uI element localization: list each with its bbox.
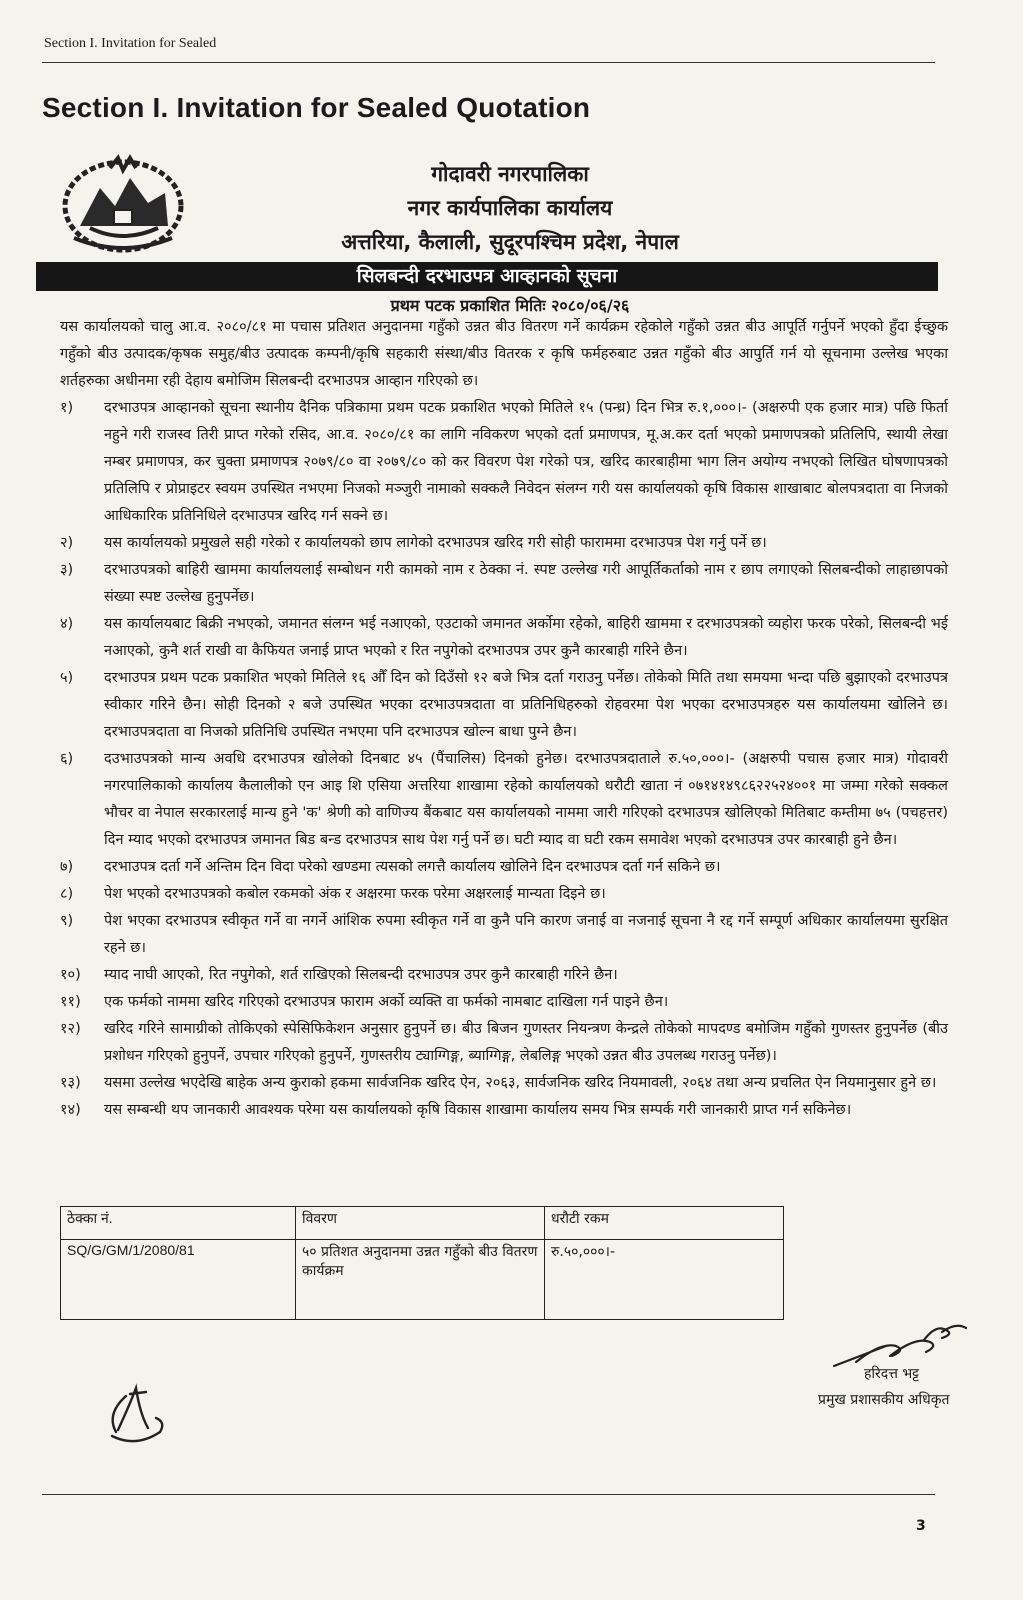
signer-title: प्रमुख प्रशासकीय अधिकृत: [818, 1392, 950, 1408]
table-cell-deposit: रु.५०,०००।-: [545, 1240, 784, 1320]
list-item-number: ५): [60, 670, 74, 686]
list-item-number: ६): [60, 751, 74, 767]
list-item-number: ९): [60, 913, 74, 929]
list-item-number: १०): [60, 967, 81, 983]
list-item-text: यस कार्यालयबाट बिक्री नभएको, जमानत संलग्न भई नआएको, एउटाको जमानत अर्कोमा रहेको, बाहिरी खाममा र दरभाउपत्रको व्यहोरा फरक परेको, सिलबन्दी भई नआएको, कुनै शर्त राखी वा कैफियत जनाई प्राप्त भएको र रित नपुगेको दरभाउपत्र उपर कुनै कारबाही गरिने छैन।: [104, 616, 948, 659]
list-item: [60, 395, 948, 530]
running-header: Section I. Invitation for Sealed: [44, 36, 217, 51]
list-item-number: १३): [60, 1075, 81, 1091]
nepal-emblem-icon: [60, 148, 186, 256]
notice-banner-title: सिलबन्दी दरभाउपत्र आव्हानको सूचना: [356, 265, 618, 287]
org-name: गोदावरी नगरपालिका: [431, 162, 589, 186]
table-header-description: विवरण: [296, 1207, 545, 1240]
list-item: [60, 746, 948, 854]
footer-rule: [42, 1494, 935, 1495]
list-item-text: खरिद गरिने सामाग्रीको तोकिएको स्पेसिफिकेशन अनुसार हुनुपर्ने छ। बीउ बिजन गुणस्तर नियन्त्रण केन्द्रले तोकेको मापदण्ड बमोजिम गहुँको गुणस्तर हुनुपर्नेछ (बीउ प्रशोधन गरिएको हुनुपर्ने, उपचार गरिएको हुनुपर्ने, गुणस्तरीय ट्याग्गिङ्ग, ब्याग्गिङ्ग, लेबलिङ्ग भएको उन्नत बीउ उपलब्ध गराउनु पर्नेछ)।: [104, 1021, 948, 1064]
list-item: [60, 1097, 948, 1124]
header-rule: [42, 62, 935, 63]
list-item: [60, 557, 948, 611]
list-item-number: १२): [60, 1021, 81, 1037]
list-item-text: पेश भएको दरभाउपत्रको कबोल रकमको अंक र अक्षरमा फरक परेमा अक्षरलाई मान्यता दिइने छ।: [104, 886, 606, 902]
list-item-number: ३): [60, 562, 74, 578]
list-item-number: ११): [60, 994, 81, 1010]
list-item: [60, 611, 948, 665]
list-item-text: एक फर्मको नाममा खरिद गरिएको दरभाउपत्र फाराम अर्को व्यक्ति वा फर्मको नामबाट दाखिला गर्न पाइने छैन।: [104, 994, 669, 1010]
org-office: नगर कार्यपालिका कार्यालय: [407, 196, 613, 220]
table-header-contract-no: ठेक्का नं.: [61, 1207, 296, 1240]
list-item: [60, 1016, 948, 1070]
list-item-text: यस कार्यालयको प्रमुखले सही गरेको र कार्यालयको छाप लागेको दरभाउपत्र खरिद गरी सोही फाराममा दरभाउपत्र पेश गर्नु पर्ने छ।: [104, 535, 767, 551]
intro-paragraph: यस कार्यालयको चालु आ.व. २०८०/८१ मा पचास प्रतिशत अनुदानमा गहुँको उन्नत बीउ वितरण गर्ने कार्यक्रम रहेकोले गहुँको उन्नत बीउ आपूर्ति गर्नुपर्ने भएको हुँदा ईच्छुक गहुँको बीउ उत्पादक/कृषक समुह/बीउ उत्पादक कम्पनी/कृषि सहकारी संस्था/बीउ वितरक र कृषि फर्महरुबाट उन्नत गहुँको बीउ आपुर्ति गर्न यो सूचनामा उल्लेख भएका शर्तहरुका अधीनमा रही देहाय बमोजिम सिलबन्दी दरभाउपत्र आव्हान गरिएको छ।: [60, 319, 948, 389]
list-item-number: ८): [60, 886, 74, 902]
conditions-list: [60, 395, 948, 1124]
list-item-text: दउभाउपत्रको मान्य अवधि दरभाउपत्र खोलेको दिनबाट ४५ (पैंचालिस) दिनको हुनेछ। दरभाउपत्रदाताले रु.५०,०००।- (अक्षरुपी पचास हजार मात्र) गोदावरी नगरपालिकाको कार्यालय कैलालीको एन आइ शि एसिया अत्तरिया शाखामा रहेको कार्यालयको धरौटी खाता नं ०७१४१४९८६२२५२४००१ मा जम्मा गरेको सक्कल भौचर वा नेपाल सरकारलाई मान्य हुने 'क' श्रेणी को वाणिज्य बैंकबाट यस कार्यालयको नाममा जारी गरिएको दरभाउपत्र खोलिएको मितिबाट कम्तीमा ७५ (पचहत्तर) दिन म्याद भएको दरभाउपत्र जमानत बिड बन्ड दरभाउपत्र साथ पेश गर्नु पर्ने छ। घटी म्याद वा घटी रकम समावेश भएको दरभाउपत्र उपर कारबाही हुने छैन।: [104, 751, 948, 848]
list-item-number: १): [60, 400, 74, 416]
list-item-number: २): [60, 535, 74, 551]
list-item: [60, 962, 948, 989]
table-header-row: [61, 1207, 784, 1240]
list-item-text: पेश भएका दरभाउपत्र स्वीकृत गर्ने वा नगर्ने आंशिक रुपमा स्वीकृत गर्ने वा कुनै पनि कारण जनाई वा नजनाई सूचना नै रद्द गर्ने सम्पूर्ण अधिकार कार्यालयमा सुरक्षित रहने छ।: [104, 913, 948, 956]
list-item: [60, 881, 948, 908]
list-item: [60, 1070, 948, 1097]
list-item-number: ४): [60, 616, 74, 632]
notice-body: [60, 314, 948, 1124]
signer-name: हरिदत्त भट्ट: [864, 1366, 920, 1382]
list-item: [60, 908, 948, 962]
table-cell-contract-no: SQ/G/GM/1/2080/81: [61, 1240, 296, 1320]
table-row: [61, 1240, 784, 1320]
list-item-text: दरभाउपत्र प्रथम पटक प्रकाशित भएको मितिले १६ औँ दिन को दिउँसो १२ बजे भित्र दर्ता गराउनु पर्नेछ। तोकेको मिति तथा समयमा भन्दा पछि बुझाएको दरभाउपत्र स्वीकार गरिने छैन। सोही दिनको २ बजे उपस्थित भएका दरभाउपत्रदाता वा प्रतिनिधिहरुको रोहवरमा पेश भएका दरभाउपत्रहरु यस कार्यालयमा खोलिने छ। दरभाउपत्रदाता वा निजको प्रतिनिधि उपस्थित नभएमा पनि दरभाउपत्र खोल्न बाधा पुग्ने छैन।: [104, 670, 948, 740]
list-item-text: दरभाउपत्र दर्ता गर्ने अन्तिम दिन विदा परेको खण्डमा त्यसको लगत्तै कार्यालय खोलिने दिन दरभाउपत्र दर्ता गर्न सकिने छ।: [104, 859, 721, 875]
table-header-deposit: धरौटी रकम: [545, 1207, 784, 1240]
list-item: [60, 665, 948, 746]
signature-left: [96, 1374, 174, 1452]
list-item-text: म्याद नाघी आएको, रित नपुगेको, शर्त राखिएको सिलबन्दी दरभाउपत्र उपर कुनै कारबाही गरिने छैन।: [104, 967, 618, 983]
list-item-text: दरभाउपत्रको बाहिरी खाममा कार्यालयलाई सम्बोधन गरी कामको नाम र ठेक्का नं. स्पष्ट उल्लेख गरी आपूर्तिकर्ताको नाम र छाप लगाएको सिलबन्दीको लाहाछापको संख्या स्पष्ट उल्लेख हुनुपर्नेछ।: [104, 562, 948, 605]
list-item: [60, 854, 948, 881]
contract-table: [60, 1206, 784, 1320]
list-item-text: यसमा उल्लेख भएदेखि बाहेक अन्य कुराको हकमा सार्वजनिक खरिद ऐन, २०६३, सार्वजनिक खरिद नियमावली, २०६४ तथा अन्य प्रचलित ऐन नियमानुसार हुने छ।: [104, 1075, 937, 1091]
table-cell-description: ५० प्रतिशत अनुदानमा उन्नत गहुँको बीउ वितरण कार्यक्रम: [296, 1240, 545, 1320]
org-address: अत्तरिया, कैलाली, सुदूरपश्चिम प्रदेश, नेपाल: [341, 230, 679, 254]
list-item: [60, 989, 948, 1016]
page-number: 3: [916, 1518, 926, 1534]
list-item-text: यस सम्बन्धी थप जानकारी आवश्यक परेमा यस कार्यालयको कृषि विकास शाखामा कार्यालय समय भित्र सम्पर्क गरी जानकारी प्राप्त गर्न सकिनेछ।: [104, 1102, 852, 1118]
list-item-number: ७): [60, 859, 74, 875]
list-item: [60, 530, 948, 557]
section-title: Section I. Invitation for Sealed Quotation: [42, 92, 591, 123]
publication-date: प्रथम पटक प्रकाशित मितिः २०८०/०६/२६: [390, 296, 630, 315]
list-item-text: दरभाउपत्र आव्हानको सूचना स्थानीय दैनिक पत्रिकामा प्रथम पटक प्रकाशित भएको मितिले १५ (पन्ध्र) दिन भित्र रु.१,०००।- (अक्षरुपी एक हजार मात्र) पछि फिर्ता नहुने गरी राजस्व तिरी प्राप्त गरेको रसिद, आ.व. २०८०/८१ का लागि नविकरण भएको दर्ता प्रमाणपत्र, मू.अ.कर दर्ता भएको प्रमाणपत्रको प्रतिलिपि, स्थायी लेखा नम्बर प्रमाणपत्र, कर चुक्ता प्रमाणपत्र २०७९/८० वा २०७९/८० को कर विवरण पेश गरेको पत्र, खरिद कारबाहीमा भाग लिन अयोग्य नभएको लिखित घोषणापत्रको प्रतिलिपि र प्रोप्राइटर स्वयम उपस्थित नभएमा निजको मञ्जुरी नामाको सक्कलै निवेदन संलग्न गरी यस कार्यालयको कृषि विकास शाखाबाट बोलपत्रदाता वा निजको आधिकारिक प्रतिनिधिले दरभाउपत्र खरिद गर्न सक्ने छ।: [104, 400, 948, 524]
list-item-number: १४): [60, 1102, 81, 1118]
